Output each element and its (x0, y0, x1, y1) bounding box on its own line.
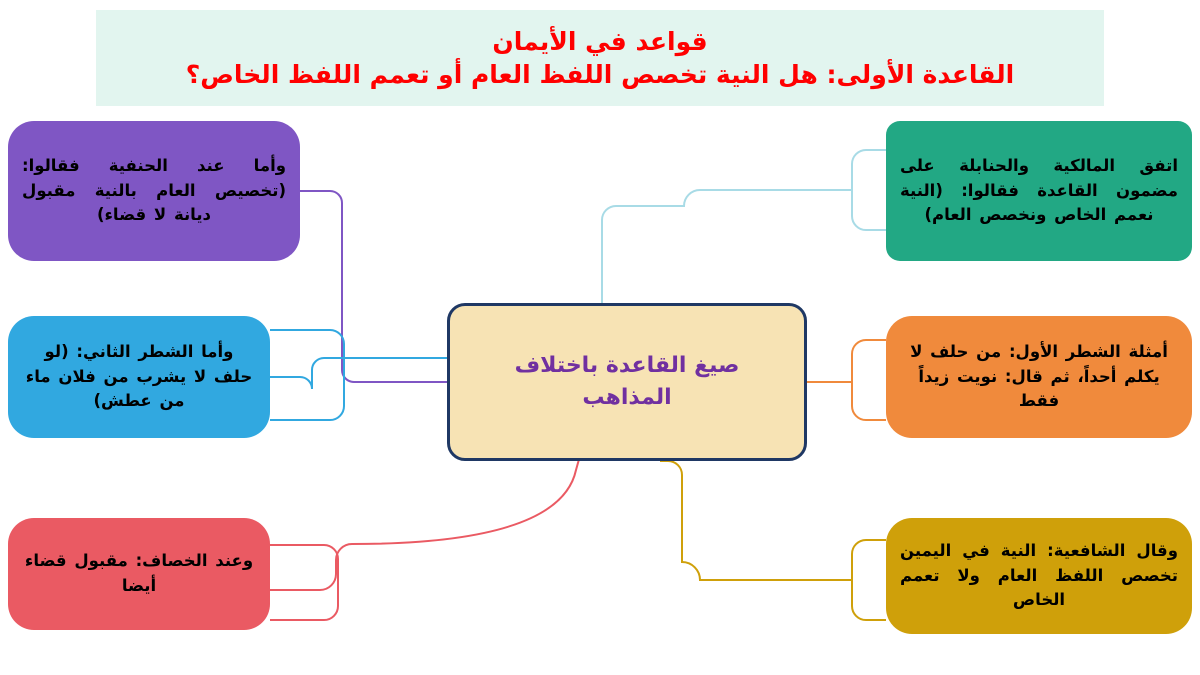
center-node-label: صيغ القاعدة باختلاف المذاهب (514, 353, 740, 410)
node-khassaf-label: وعند الخصاف: مقبول قضاء أيضا (24, 551, 254, 595)
connector-second-part (270, 358, 447, 389)
node-khassaf[interactable] (8, 518, 270, 630)
node-hanafi[interactable] (8, 121, 300, 261)
title-line-1: قواعد في الأيمان (492, 26, 708, 56)
node-examples-first-part-label: أمثلة الشطر الأول: من حلف لا يكلم أحداً، ثم قال: نويت زيداً فقط (910, 341, 1168, 411)
connector-maliki-hanbali-line (602, 190, 852, 303)
node-maliki-hanbali[interactable] (886, 121, 1192, 261)
node-examples-first-part[interactable] (886, 316, 1192, 438)
node-second-part-label: وأما الشطر الثاني: (لو حلف لا يشرب من فلان ماء من عطش) (25, 341, 253, 411)
connector-shafii (852, 540, 886, 620)
connector-khassaf-box (270, 545, 338, 620)
connector-examples (852, 340, 886, 420)
title-line-2: القاعدة الأولى: هل النية تخصص اللفظ العام أو تعمم اللفظ الخاص؟ (185, 60, 1015, 89)
node-shafii[interactable] (886, 518, 1192, 634)
node-maliki-hanbali-label: اتفق المالكية والحنابلة على مضمون القاعدة فقالوا: (النية نعمم الخاص ونخصص العام) (900, 155, 1178, 225)
node-shafii-label: وقال الشافعية: النية في اليمين تخصص اللفظ العام ولا تعمم الخاص (900, 540, 1178, 610)
connector-second-part-box (270, 330, 344, 420)
connector-shafii-line (660, 461, 852, 580)
title-banner (96, 10, 1104, 106)
connector-maliki-hanbali (852, 150, 886, 230)
connector-hanafi (300, 191, 447, 382)
node-second-part[interactable] (8, 316, 270, 438)
node-hanafi-label: وأما عند الحنفية فقالوا: (تخصيص العام بالنية مقبول ديانة لا قضاء) (22, 155, 286, 225)
center-node[interactable] (447, 303, 807, 461)
